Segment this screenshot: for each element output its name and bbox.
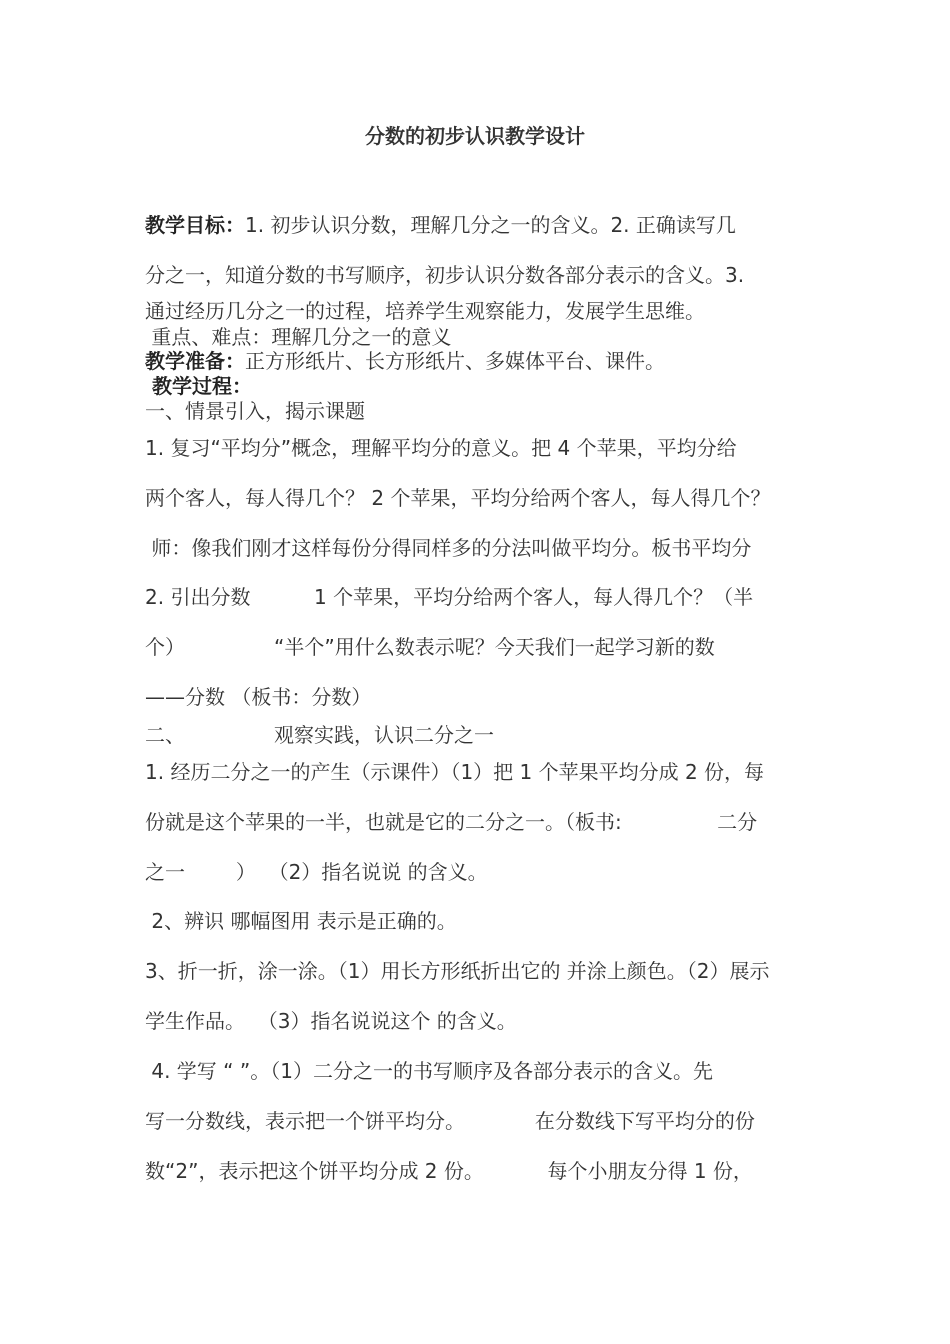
line-text: 通过经历几分之一的过程，培养学生观察能力，发展学生思维。 <box>145 299 705 323</box>
line-text: ——分数 （板书：分数） <box>145 685 372 709</box>
line-text: 二、 观察实践，认识二分之一 <box>145 723 495 747</box>
line-text: 一、情景引入，揭示课题 <box>145 399 365 423</box>
text-line <box>145 909 457 933</box>
text-line <box>145 723 494 747</box>
line-text: 分之一，知道分数的书写顺序，初步认识分数各部分表示的含义。3. <box>145 263 745 287</box>
text-line <box>145 374 252 398</box>
line-text: 数“2”，表示把这个饼平均分成 2 份。 每个小朋友分得 1 份， <box>145 1159 753 1183</box>
document-title: 分数的初步认识教学设计 <box>365 124 585 148</box>
text-line <box>145 536 751 560</box>
line-text: 3、折一折，涂一涂。（1）用长方形纸折出它的 并涂上颜色。（2）展示 <box>145 959 770 983</box>
text-line <box>145 325 451 349</box>
text-line <box>145 760 764 784</box>
text-line <box>145 349 665 373</box>
text-line <box>145 263 744 287</box>
text-line <box>145 810 757 834</box>
text-line <box>145 299 705 323</box>
text-line <box>145 1159 753 1183</box>
text-line <box>145 486 770 510</box>
text-line <box>145 959 770 983</box>
line-text: 学生作品。 （3）指名说说这个 的含义。 <box>145 1009 517 1033</box>
line-text: 之一 ） （2）指名说说 的含义。 <box>145 860 488 884</box>
line-label: 教学准备： <box>145 349 245 373</box>
text-line <box>145 585 753 609</box>
text-line <box>145 635 715 659</box>
text-line <box>145 399 365 423</box>
line-text: 1. 经历二分之一的产生（示课件）（1）把 1 个苹果平均分成 2 份，每 <box>145 760 765 784</box>
line-text: 个） “半个”用什么数表示呢？今天我们一起学习新的数 <box>145 635 715 659</box>
line-text: 重点、难点：理解几分之一的意义 <box>145 325 452 349</box>
text-line <box>145 436 737 460</box>
line-text: 师：像我们刚才这样每份分得同样多的分法叫做平均分。板书平均分 <box>145 536 752 560</box>
line-text: 2、辨识 哪幅图用 表示是正确的。 <box>145 909 457 933</box>
text-line <box>145 860 488 884</box>
line-text: 写一分数线，表示把一个饼平均分。 在分数线下写平均分的份 <box>145 1109 755 1133</box>
text-line <box>145 1009 517 1033</box>
text-line <box>145 685 371 709</box>
line-text: 份就是这个苹果的一半，也就是它的二分之一。（板书: 二分 <box>145 810 758 834</box>
line-label: 教学目标： <box>145 213 245 237</box>
line-label: 教学过程： <box>145 374 252 398</box>
line-text: 两个客人，每人得几个？ 2 个苹果，平均分给两个客人，每人得几个？ <box>145 486 771 510</box>
line-text: 正方形纸片、长方形纸片、多媒体平台、课件。 <box>245 349 665 373</box>
text-line <box>145 1109 755 1133</box>
text-line <box>145 213 736 237</box>
line-text: 1. 复习“平均分”概念，理解平均分的意义。把 4 个苹果，平均分给 <box>145 436 737 460</box>
text-line <box>145 1059 713 1083</box>
line-text: 2. 引出分数 1 个苹果，平均分给两个客人，每人得几个？（半 <box>145 585 754 609</box>
line-text: 4. 学写 “ ”。（1）二分之一的书写顺序及各部分表示的含义。先 <box>145 1059 713 1083</box>
line-text: 1. 初步认识分数，理解几分之一的含义。2. 正确读写几 <box>245 213 736 237</box>
